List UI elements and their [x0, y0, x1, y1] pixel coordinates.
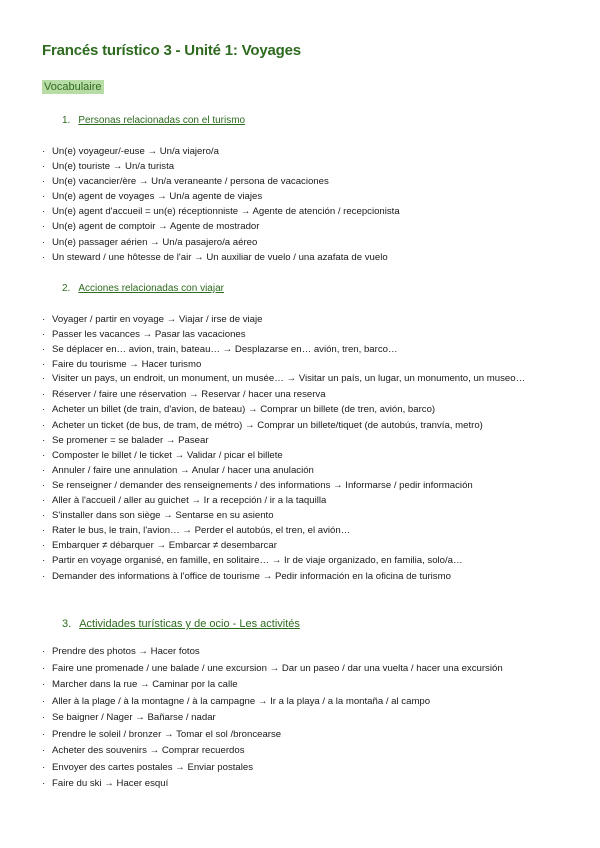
- bullet-icon: ·: [42, 540, 46, 552]
- section-2-title: Acciones relacionadas con viajar: [78, 283, 224, 294]
- bullet-icon: ·: [42, 221, 46, 233]
- bullet-icon: ·: [42, 359, 46, 371]
- list-item: · Aller à l'accueil / aller au guichet → Ir a recepción / ir a la taquilla: [42, 493, 562, 508]
- list-item: · Voyager / partir en voyage → Viajar / irse de viaje: [42, 312, 562, 327]
- bullet-icon: ·: [42, 146, 46, 157]
- list-item: · Annuler / faire une annulation → Anular / hacer una anulación: [42, 463, 562, 478]
- list-item: · Un(e) agent de voyages → Un/a agente de viajes: [42, 189, 562, 204]
- bullet-icon: ·: [42, 434, 46, 446]
- bullet-icon: ·: [42, 510, 46, 522]
- bullet-icon: ·: [42, 555, 46, 567]
- bullet-icon: ·: [42, 728, 46, 740]
- list-item: · Prendre des photos → Hacer fotos: [42, 644, 562, 661]
- bullet-icon: ·: [42, 419, 46, 431]
- vocabulary-heading: Vocabulaire: [44, 81, 102, 93]
- list-item: · Demander des informations à l'office de tourisme → Pedir información en la oficina de turismo: [42, 569, 562, 584]
- section-3-title: Actividades turísticas y de ocio - Les activités: [79, 618, 300, 630]
- list-item: · Acheter un billet (de train, d'avion, de bateau) → Comprar un billete (de tren, avión, barco): [42, 402, 562, 417]
- list-item: · Partir en voyage organisé, en famille, en solitaire… → Ir de viaje organizado, en familia, solo/a…: [42, 553, 562, 568]
- section-1-list: [42, 144, 562, 265]
- bullet-icon: ·: [42, 329, 46, 341]
- bullet-icon: ·: [42, 745, 46, 756]
- bullet-icon: ·: [42, 176, 46, 188]
- list-item: · Un(e) voyageur/-euse → Un/a viajero/a: [42, 144, 562, 159]
- list-item: · Se promener = se balader → Pasear: [42, 433, 562, 448]
- bullet-icon: ·: [42, 712, 46, 723]
- bullet-icon: ·: [42, 191, 46, 203]
- list-item: · Marcher dans la rue → Caminar por la calle: [42, 677, 562, 694]
- section-3-heading: [62, 618, 300, 630]
- list-item: · Rater le bus, le train, l'avion… → Perder el autobús, el tren, el avión…: [42, 523, 562, 538]
- bullet-icon: ·: [42, 404, 46, 416]
- list-item: · Un(e) passager aérien → Un/a pasajero/a aéreo: [42, 235, 562, 250]
- bullet-icon: ·: [42, 695, 46, 707]
- bullet-icon: ·: [42, 206, 46, 218]
- section-1-number: 1.: [62, 115, 71, 126]
- bullet-icon: ·: [42, 389, 46, 401]
- list-item: · Un steward / une hôtesse de l'air → Un auxiliar de vuelo / una azafata de vuelo: [42, 250, 562, 265]
- bullet-icon: ·: [42, 679, 46, 690]
- section-1-heading: [62, 115, 245, 126]
- bullet-icon: ·: [42, 662, 46, 674]
- bullet-icon: ·: [42, 464, 46, 476]
- section-3-number: 3.: [62, 618, 72, 630]
- bullet-icon: ·: [42, 646, 46, 657]
- list-item: · Acheter des souvenirs → Comprar recuerdos: [42, 743, 562, 760]
- bullet-icon: ·: [42, 525, 46, 537]
- list-item: · Réserver / faire une réservation → Reservar / hacer una reserva: [42, 387, 562, 402]
- list-item: · Faire du ski → Hacer esquí: [42, 776, 562, 793]
- bullet-icon: ·: [42, 251, 46, 263]
- list-item: · Un(e) vacancier/ère → Un/a veraneante / persona de vacaciones: [42, 174, 562, 189]
- bullet-icon: ·: [42, 161, 46, 173]
- bullet-icon: ·: [42, 495, 46, 507]
- bullet-icon: ·: [42, 778, 46, 789]
- list-item: · Un(e) touriste → Un/a turista: [42, 159, 562, 174]
- page-title: Francés turístico 3 - Unité 1: Voyages: [42, 42, 301, 59]
- list-item: · S'installer dans son siège → Sentarse en su asiento: [42, 508, 562, 523]
- list-item: · Visiter un pays, un endroit, un monument, un musée… → Visitar un país, un lugar, un monumento, un museo…: [42, 373, 526, 385]
- section-1-title: Personas relacionadas con el turismo: [78, 115, 246, 126]
- list-item: · Se baigner / Nager → Bañarse / nadar: [42, 710, 562, 727]
- list-item: · Prendre le soleil / bronzer → Tomar el sol /broncearse: [42, 727, 562, 744]
- bullet-icon: ·: [42, 449, 46, 461]
- list-item: · Composter le billet / le ticket → Validar / picar el billete: [42, 448, 562, 463]
- list-item: · Se déplacer en… avion, train, bateau… → Desplazarse en… avión, tren, barco…: [42, 342, 562, 357]
- list-item: · Faire une promenade / une balade / une excursion → Dar un paseo / dar una vuelta / hacer una excursión: [42, 661, 562, 678]
- bullet-icon: ·: [42, 761, 46, 773]
- list-item: · Acheter un ticket (de bus, de tram, de métro) → Comprar un billete/tiquet (de autobús, tranvía, metro): [42, 418, 562, 433]
- section-2-heading: [62, 283, 224, 294]
- section-2-list: [42, 312, 562, 584]
- bullet-icon: ·: [42, 344, 46, 356]
- list-item: · Un(e) agent d'accueil = un(e) réceptionniste → Agente de atención / recepcionista: [42, 204, 562, 219]
- list-item: · Faire du tourisme → Hacer turismo: [42, 357, 562, 372]
- bullet-icon: ·: [42, 373, 46, 385]
- bullet-icon: ·: [42, 236, 46, 248]
- bullet-icon: ·: [42, 570, 46, 582]
- section-3-list: [42, 644, 562, 793]
- list-item: · Un(e) agent de comptoir → Agente de mostrador: [42, 219, 562, 234]
- list-item: · Se renseigner / demander des renseignements / des informations → Informarse / pedir información: [42, 478, 562, 493]
- bullet-icon: ·: [42, 314, 46, 325]
- list-item: · Passer les vacances → Pasar las vacaciones: [42, 327, 562, 342]
- list-item: · Envoyer des cartes postales → Enviar postales: [42, 760, 562, 777]
- list-item: · Embarquer ≠ débarquer → Embarcar ≠ desembarcar: [42, 538, 562, 553]
- section-2-number: 2.: [62, 283, 71, 294]
- bullet-icon: ·: [42, 479, 46, 491]
- list-item: · Aller à la plage / à la montagne / à la campagne → Ir a la playa / a la montaña / al campo: [42, 694, 562, 711]
